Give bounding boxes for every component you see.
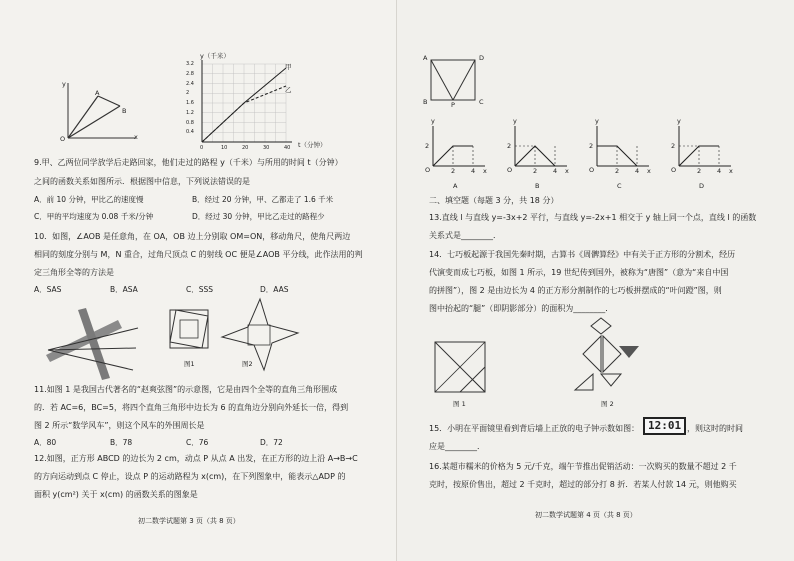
option-graph-y-label: y [595,117,599,125]
q10-option-c: C．SSS [186,285,214,294]
option-graph-origin-label: O [589,166,595,174]
tangram-figure-2 [573,316,643,392]
option-graph-a [433,126,485,166]
q9-text-line1: 9.甲、乙两位同学放学后走路回家，他们走过的路程 y（千米）与所用的时间 t（分钟） [34,158,343,167]
graph-y-tick: 1.6 [186,100,194,106]
q10-option-b: B．ASA [110,285,138,294]
graph-y-tick: 2.4 [186,80,194,87]
option-graph-x-tick-2: 2 [697,167,702,175]
graph-y-tick: 2.8 [186,70,194,77]
option-graph-origin-label: O [671,166,677,174]
q13-text-line2: 关系式是________． [429,231,501,240]
angle-ruler-figure [38,300,143,380]
square-label-c: C [479,98,484,106]
distance-time-graph [192,58,292,148]
figure-1-label: 图1 [184,360,195,368]
q14-text-line1: 14．七巧板起源于我国先秦时期，古算书《周髀算经》中有关于正方形的分割术，经历 [429,250,736,259]
q12-text-line2: 的方向运动到点 C 停止，设点 P 的运动路程为 x(cm)，在下列图象中，能表示△ADP 的 [34,472,346,481]
q9-option-a: A．前 10 分钟，甲比乙的速度慢 [34,195,144,204]
q11-text-line1: 11.如图 1 是我国古代著名的“赵爽弦图”的示意图，它是由四个全等的直角三角形围成 [34,385,338,394]
q9-option-d: D．经过 30 分钟，甲比乙走过的路程少 [192,212,325,221]
q12-text-line1: 12.如图，正方形 ABCD 的边长为 2 cm，动点 P 从点 A 出发，在正方形的边上沿 A→B→C [34,454,358,463]
graph-x-tick: 10 [221,145,228,151]
q11-option-b: B．78 [110,438,133,447]
q10-text-line2: 相同的刻度分别与 M，N 重合，过角尺顶点 C 的射线 OC 便是∠AOB 平分线，此作法用的判 [34,250,363,259]
q11-option-d: D．72 [260,438,283,447]
square-label-a: A [423,54,428,62]
graph-x-tick: 0 [200,145,204,151]
option-graph-origin-label: O [425,166,431,174]
q11-text-line2: 的．若 AC=6，BC=5，将四个直角三角形中边长为 6 的直角边分别向外延长一倍，得到 [34,403,349,412]
graph-x-axis-label: t（分钟） [298,141,327,149]
option-graph-origin-label: O [507,166,513,174]
option-graph-letter: B [535,182,540,190]
graph-y-tick: 2 [186,90,190,97]
q15-text-line1: 15．小明在平面镜里看到背后墙上正放的电子钟示数如图： [429,424,640,433]
q15-text-line2: ，则这时的时间 [687,424,743,433]
square-abcd-figure [429,58,479,104]
q10-text-line3: 定三角形全等的方法是 [34,268,114,277]
option-graph-y-tick-2: 2 [589,142,594,150]
q14-text-line4: 图中抬起的“腿”（即阴影部分）的面积为________． [429,304,614,313]
series-label-yi: 乙 [285,86,292,94]
option-graph-y-tick-2: 2 [507,142,512,150]
square-label-p: P [451,101,455,109]
option-graph-x-tick-4: 4 [717,167,722,175]
angle-o-label: O [60,135,66,143]
graph-x-tick: 20 [242,145,249,151]
option-graph-x-tick-4: 4 [635,167,640,175]
page-4-footer: 初二数学试题第 4 页（共 8 页） [535,511,637,519]
q12-text-line3: 面积 y(cm²) 关于 x(cm) 的函数关系的图象是 [34,490,198,499]
option-graph-letter: C [617,182,622,190]
angle-a-label: A [95,89,100,97]
option-graph-y-label: y [677,117,681,125]
angle-y-label: y [62,80,66,88]
zhao-shuang-figure-1 [168,308,212,352]
option-graph-y-tick-2: 2 [425,142,430,150]
q9-option-c: C．甲的平均速度为 0.08 千米/分钟 [34,212,154,221]
graph-y-tick: 1.2 [186,109,194,116]
option-graph-x-tick-2: 2 [615,167,620,175]
option-graph-x-label: x [565,167,569,175]
q16-text-line2: 克时，按原价售出，超过 2 千克时，超过的部分打 8 折．若某人付款 14 元，则他购买 [429,480,737,489]
angle-b-label: B [122,107,127,115]
tangram-figure-1-label: 图 1 [453,400,466,408]
graph-y-axis-label: y（千米） [200,52,230,60]
option-graph-y-tick-2: 2 [671,142,676,150]
option-graph-y-label: y [431,117,435,125]
option-graph-x-label: x [483,167,487,175]
tangram-figure-1 [433,340,489,396]
graph-x-tick: 30 [263,145,270,151]
option-graph-d [679,126,731,166]
tangram-figure-2-label: 图 2 [601,400,614,408]
square-label-d: D [479,54,485,62]
graph-y-tick: 0.4 [186,129,194,136]
q13-text-line1: 13.直线 l 与直线 y=-3x+2 平行，与直线 y=-2x+1 相交于 y 轴上同一个点，直线 l 的函数 [429,213,757,222]
figure-2-label: 图2 [242,360,253,368]
digital-clock-display: 12:01 [643,417,686,435]
math-pinwheel-figure-2 [220,297,300,372]
option-graph-letter: D [699,182,705,190]
option-graph-x-tick-4: 4 [471,167,476,175]
q9-text-line2: 之间的函数关系如图所示．根据图中信息，下列说法错误的是 [34,177,250,186]
graph-y-tick: 0.8 [186,119,194,126]
q10-option-a: A．SAS [34,285,62,294]
q11-text-line3: 图 2 所示“数学风车”，则这个风车的外围周长是 [34,421,205,430]
q11-option-a: A．80 [34,438,57,447]
q16-text-line1: 16.某超市糯米的价格为 5 元/千克，端午节推出促销活动：一次购买的数量不超过 2 千 [429,462,737,471]
section-2-heading: 二、填空题（每题 3 分，共 18 分） [429,196,559,205]
option-graph-x-tick-2: 2 [533,167,538,175]
q9-option-b: B．经过 20 分钟，甲、乙都走了 1.6 千米 [192,195,334,204]
q10-text-line1: 10．如图，∠AOB 是任意角，在 OA，OB 边上分别取 OM=ON，移动角尺，使角尺两边 [34,232,351,241]
option-graphs [427,118,747,188]
option-graph-c [597,126,649,166]
angle-x-label: x [134,133,138,141]
option-graph-y-label: y [513,117,517,125]
option-graph-x-tick-4: 4 [553,167,558,175]
q15-text-line3: 应是________． [429,442,485,451]
page-3-footer: 初二数学试题第 3 页（共 8 页） [138,517,240,525]
q11-option-c: C．76 [186,438,209,447]
graph-x-tick: 40 [284,145,291,151]
exam-page-4 [397,0,794,561]
q14-text-line2: 代演变而成七巧板，如图 1 所示，19 世纪传到国外，被称为“唐图”（意为“来自中国 [429,268,729,277]
option-graph-x-tick-2: 2 [451,167,456,175]
option-graph-b [515,126,567,166]
q14-text-line3: 的拼图”），图 2 是由边长为 4 的正方形分割制作的七巧板拼摆成的“叶问蹬”图，则 [429,286,722,295]
square-label-b: B [423,98,428,106]
graph-y-tick: 3.2 [186,61,194,67]
q10-option-d: D．AAS [260,285,289,294]
option-graph-letter: A [453,182,458,190]
option-graph-x-label: x [729,167,733,175]
option-graph-x-label: x [647,167,651,175]
series-label-jia: 甲 [285,63,292,71]
